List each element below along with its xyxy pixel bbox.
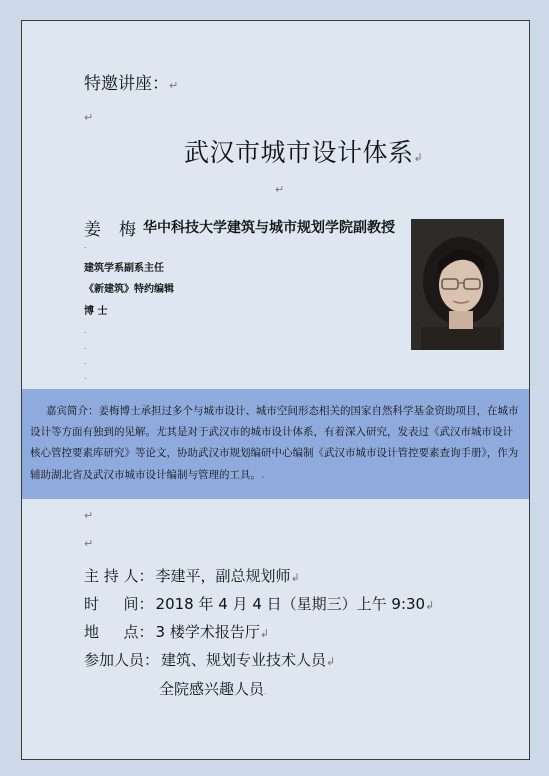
paragraph-mark: . [84,357,87,366]
speaker-role: 建筑学系副系主任 [84,263,164,274]
paragraph-mark: ↵ [169,79,179,92]
lecture-heading [84,69,178,94]
paragraph-mark: . [84,372,87,381]
portrait-image [411,219,504,350]
speaker-given-name: 梅 [119,220,136,240]
attendees-line [84,649,335,670]
attendees-extra [159,678,267,699]
time-label: 时 间： [84,595,154,613]
attendees-value: 建筑、规划专业技术人员 [161,651,327,669]
intro-label: 嘉宾简介： [46,405,99,417]
document-page [21,20,530,760]
paragraph-mark: . [264,687,267,696]
paragraph-mark: ↲ [413,151,424,164]
location-label: 地 点： [84,623,154,641]
paragraph-mark: . [84,342,87,351]
paragraph-mark: ↵ [84,509,94,522]
speaker-role: 《新建筑》特约编辑 [84,284,174,295]
paragraph-mark: ↲ [290,571,300,584]
lecture-title [184,133,423,169]
paragraph-mark: . [84,326,87,335]
speaker-photo [411,219,504,350]
host-label: 主 持 人： [84,567,154,585]
paragraph-mark: ↵ [84,537,94,550]
attendees-extra-value: 全院感兴趣人员 [159,680,265,698]
speaker-role: 博 士 [84,306,108,317]
speaker-surname: 姜 [84,220,101,240]
paragraph-mark: ↲ [425,599,435,612]
paragraph-mark: ↲ [326,655,336,668]
time-value: 2018 年 4 月 4 日（星期三）上午 9:30 [155,595,426,613]
paragraph-mark: ↵ [275,183,285,196]
paragraph-mark: . [261,468,265,481]
time-line [84,593,434,614]
host-value: 李建平，副总规划师 [155,567,291,585]
speaker-affiliation: 华中科技大学建筑与城市规划学院副教授 [143,220,395,236]
host-line [84,565,300,586]
location-value: 3 楼学术报告厅 [155,623,260,641]
location-line [84,621,269,642]
speaker-intro [30,401,522,486]
speaker-intro-band [22,389,529,499]
speaker-name [84,215,136,240]
title-text: 武汉市城市设计体系 [184,138,414,167]
intro-text: 姜梅博士承担过多个与城市设计、城市空间形态相关的国家自然科学基金资助项目，在城市设计等方面有独到的见解。尤其是对于武汉市的城市设计体系，有着深入研究，发表过《武汉市城市设计核心管控要素库研究》等论文，协助武汉市规划编研中心编制《武汉市城市设计管控要素查询手册》，作为辅助湖北省及武汉市城市设计编制与管理的工具。 [30,405,519,481]
paragraph-mark: ↲ [259,627,270,640]
paragraph-mark: . [84,241,87,250]
paragraph-mark: ↵ [84,111,94,124]
attendees-label: 参加人员： [84,651,160,669]
heading-text: 特邀讲座： [84,74,169,94]
